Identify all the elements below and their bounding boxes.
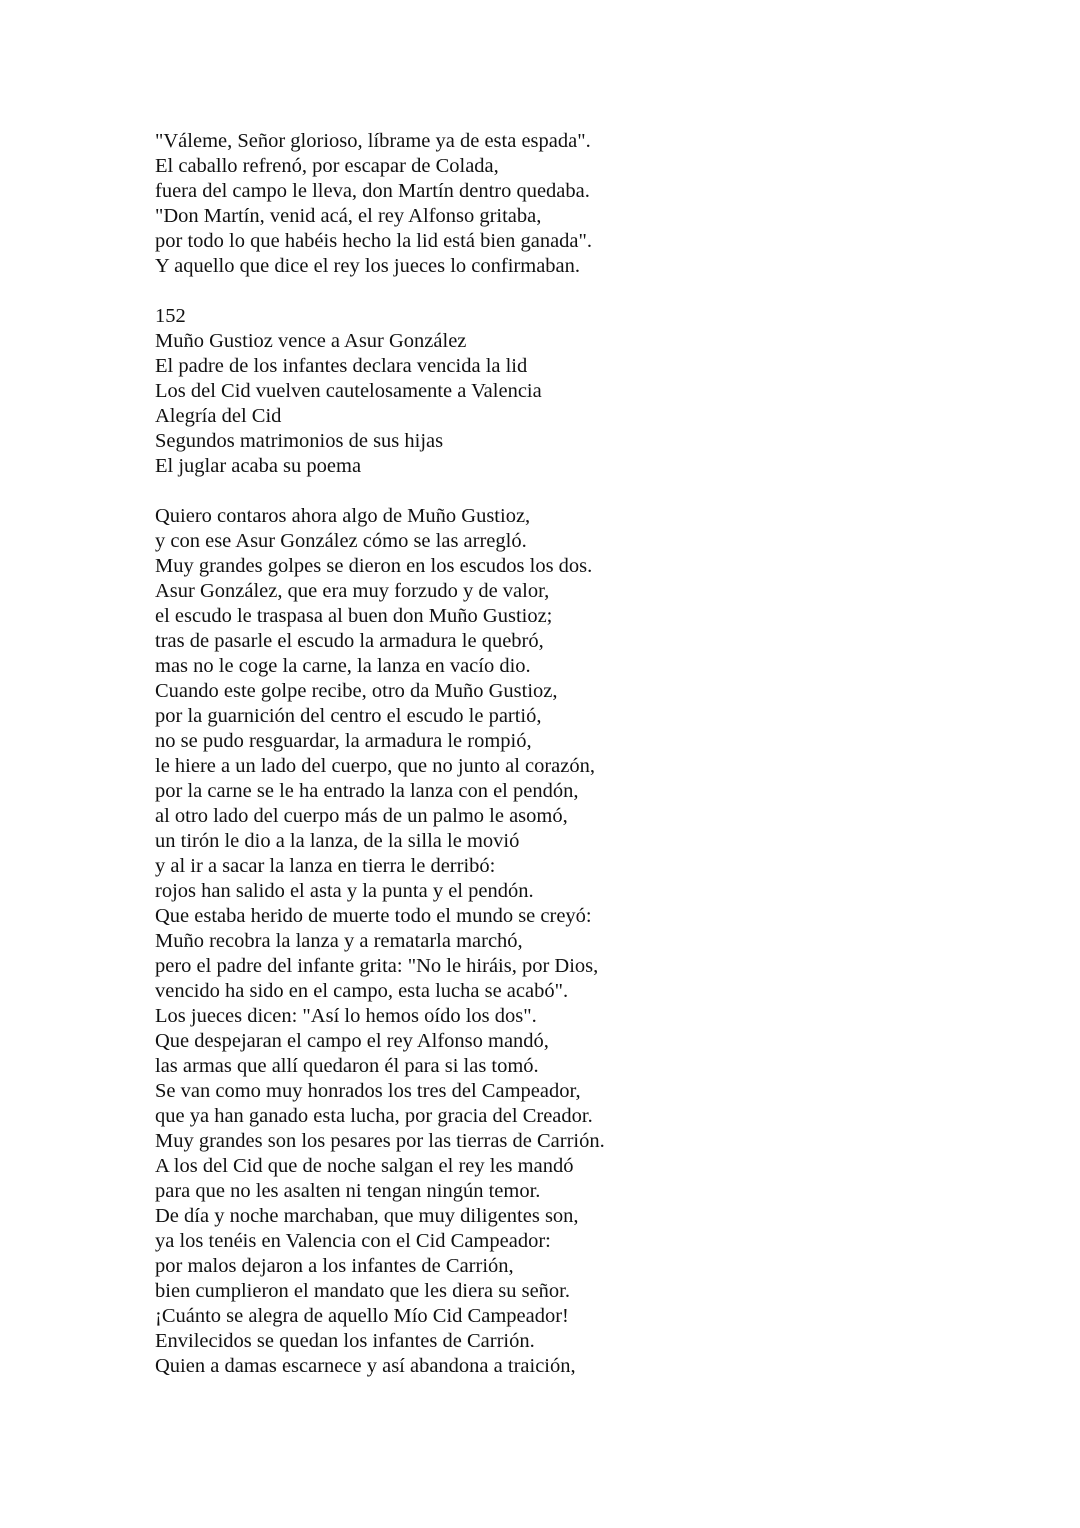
summary-line: El juglar acaba su poema (155, 455, 362, 477)
verse-line: por todo lo que habéis hecho la lid está bien ganada". (155, 230, 593, 252)
opening-stanza (155, 129, 1035, 279)
document-page (155, 129, 1035, 1379)
section-heading (155, 304, 1035, 479)
verse-line: tras de pasarle el escudo la armadura le quebró, (155, 630, 544, 652)
verse-line: no se pudo resguardar, la armadura le rompió, (155, 730, 532, 752)
verse-line: ya los tenéis en Valencia con el Cid Campeador: (155, 1230, 551, 1252)
verse-line: un tirón le dio a la lanza, de la silla le movió (155, 830, 520, 852)
verse-line: Los jueces dicen: "Así lo hemos oído los dos". (155, 1005, 537, 1027)
verse-line: las armas que allí quedaron él para si las tomó. (155, 1055, 539, 1077)
verse-line: Y aquello que dice el rey los jueces lo confirmaban. (155, 255, 581, 277)
verse-line: para que no les asalten ni tengan ningún temor. (155, 1180, 541, 1202)
verse-line: por la carne se le ha entrado la lanza con el pendón, (155, 780, 579, 802)
verse-line: Se van como muy honrados los tres del Campeador, (155, 1080, 581, 1102)
verse-line: le hiere a un lado del cuerpo, que no junto al corazón, (155, 755, 596, 777)
verse-line: "Don Martín, venid acá, el rey Alfonso gritaba, (155, 205, 542, 227)
verse-line: por malos dejaron a los infantes de Carrión, (155, 1255, 514, 1277)
verse-line: Quiero contaros ahora algo de Muño Gustioz, (155, 505, 531, 527)
verse-line: ¡Cuánto se alegra de aquello Mío Cid Campeador! (155, 1305, 569, 1327)
verse-line: mas no le coge la carne, la lanza en vacío dio. (155, 655, 531, 677)
verse-line: rojos han salido el asta y la punta y el pendón. (155, 880, 534, 902)
verse-line: Muy grandes son los pesares por las tierras de Carrión. (155, 1130, 605, 1152)
verse-line: Quien a damas escarnece y así abandona a traición, (155, 1355, 576, 1377)
verse-line: al otro lado del cuerpo más de un palmo le asomó, (155, 805, 568, 827)
verse-line: y al ir a sacar la lanza en tierra le derribó: (155, 855, 496, 877)
verse-line: El caballo refrenó, por escapar de Colada, (155, 155, 499, 177)
verse-line: A los del Cid que de noche salgan el rey les mandó (155, 1155, 574, 1177)
verse-line: Que estaba herido de muerte todo el mundo se creyó: (155, 905, 592, 927)
summary-line: El padre de los infantes declara vencida la lid (155, 355, 528, 377)
verse-line: Cuando este golpe recibe, otro da Muño Gustioz, (155, 680, 558, 702)
verse-line: bien cumplieron el mandato que les diera su señor. (155, 1280, 571, 1302)
summary-line: Muño Gustioz vence a Asur González (155, 330, 467, 352)
stanza-gap (155, 479, 1035, 504)
verse-line: "Váleme, Señor glorioso, líbrame ya de esta espada". (155, 130, 591, 152)
verse-line: el escudo le traspasa al buen don Muño Gustioz; (155, 605, 553, 627)
verse-line: y con ese Asur González cómo se las arregló. (155, 530, 527, 552)
verse-line: por la guarnición del centro el escudo le partió, (155, 705, 542, 727)
verse-line: Muño recobra la lanza y a rematarla marchó, (155, 930, 523, 952)
verse-line: vencido ha sido en el campo, esta lucha se acabó". (155, 980, 569, 1002)
verse-line: Envilecidos se quedan los infantes de Carrión. (155, 1330, 535, 1352)
section-number: 152 (155, 305, 186, 327)
summary-line: Segundos matrimonios de sus hijas (155, 430, 444, 452)
verse-line: que ya han ganado esta lucha, por gracia del Creador. (155, 1105, 593, 1127)
verse-line: De día y noche marchaban, que muy diligentes son, (155, 1205, 579, 1227)
verse-line: Que despejaran el campo el rey Alfonso mandó, (155, 1030, 549, 1052)
verse-line: fuera del campo le lleva, don Martín dentro quedaba. (155, 180, 590, 202)
verse-line: Muy grandes golpes se dieron en los escudos los dos. (155, 555, 593, 577)
verse-line: Asur González, que era muy forzudo y de valor, (155, 580, 550, 602)
main-stanza (155, 504, 1035, 1379)
verse-line: pero el padre del infante grita: "No le hiráis, por Dios, (155, 955, 599, 977)
summary-line: Los del Cid vuelven cautelosamente a Valencia (155, 380, 542, 402)
stanza-gap (155, 279, 1035, 304)
summary-line: Alegría del Cid (155, 405, 282, 427)
